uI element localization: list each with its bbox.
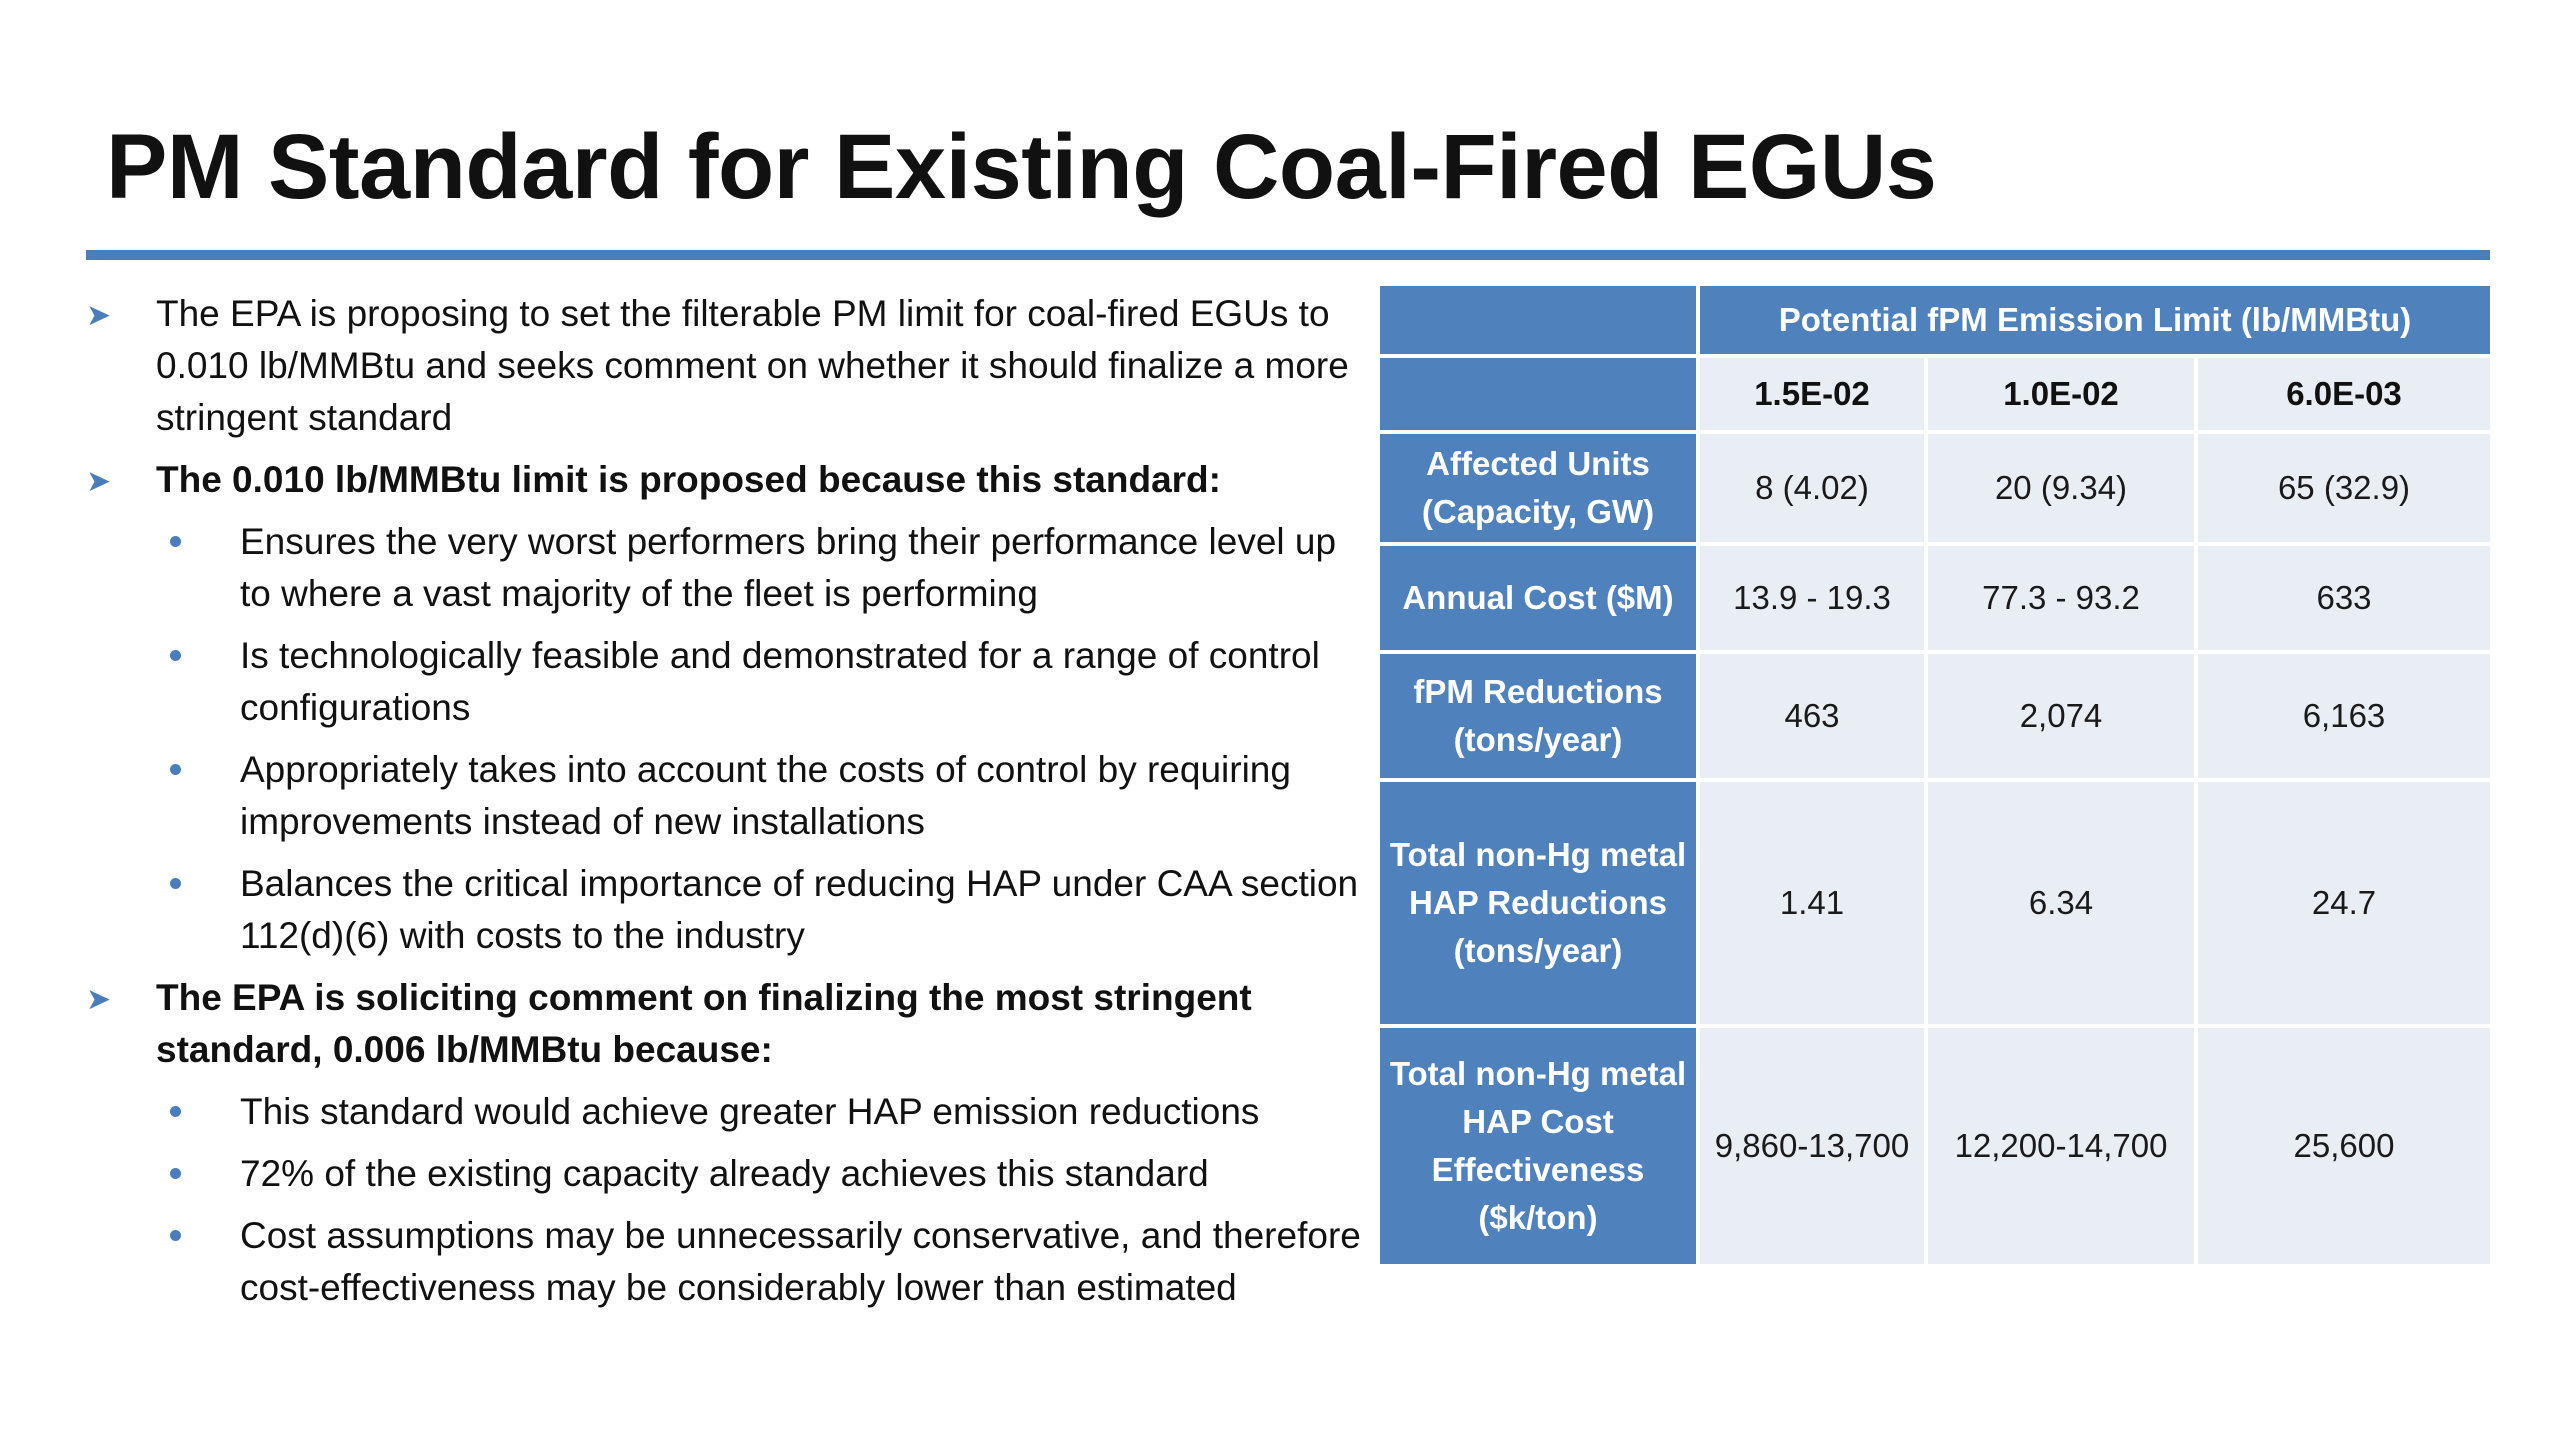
- table-cell: 6,163: [2196, 652, 2492, 780]
- bullet-text: The EPA is proposing to set the filterable PM limit for coal-fired EGUs to 0.010 lb/MMBtu and seeks comment on whether it should finalize a more stringent standard: [156, 293, 1349, 438]
- slide-title: PM Standard for Existing Coal-Fired EGUs: [106, 116, 1937, 218]
- sub-bullet-item: [86, 744, 1376, 848]
- table-column-header: 1.0E-02: [1926, 356, 2196, 432]
- table-cell: 1.41: [1698, 780, 1926, 1026]
- sub-bullet-item: [86, 858, 1376, 962]
- table-cell: 77.3 - 93.2: [1926, 544, 2196, 652]
- sub-bullet-list: [156, 516, 1376, 962]
- sub-bullet-item: [86, 1148, 1376, 1200]
- sub-bullet-list: [156, 1086, 1376, 1314]
- sub-bullet-text: This standard would achieve greater HAP emission reductions: [240, 1091, 1260, 1132]
- table-cell: 20 (9.34): [1926, 432, 2196, 544]
- bullet-item: [86, 972, 1376, 1314]
- table-cell: 6.34: [1926, 780, 2196, 1026]
- sub-bullet-item: [86, 516, 1376, 620]
- table-row-header: Annual Cost ($M): [1378, 544, 1698, 652]
- table-row-header: Affected Units (Capacity, GW): [1378, 432, 1698, 544]
- bullet-item: [86, 454, 1376, 962]
- table-corner-cell: [1378, 356, 1698, 432]
- table-group-header-row: [1378, 284, 2492, 356]
- table-cell: 13.9 - 19.3: [1698, 544, 1926, 652]
- table-row: [1378, 780, 2492, 1026]
- title-divider: [86, 250, 2490, 260]
- bullet-text: The EPA is soliciting comment on finalizing the most stringent standard, 0.006 lb/MMBtu because:: [156, 977, 1252, 1070]
- dot-bullet-icon: [170, 650, 181, 661]
- arrow-bullet-icon: ➤: [86, 465, 112, 498]
- sub-bullet-text: Cost assumptions may be unnecessarily conservative, and therefore cost-effectiveness may be considerably lower than estimated: [240, 1215, 1361, 1308]
- sub-bullet-item: [86, 1210, 1376, 1314]
- table-column-header: 1.5E-02: [1698, 356, 1926, 432]
- table-row-header: Total non-Hg metal HAP Cost Effectiveness ($k/ton): [1378, 1026, 1698, 1266]
- table-cell: 9,860-13,700: [1698, 1026, 1926, 1266]
- sub-bullet-item: [86, 630, 1376, 734]
- table-row-header: fPM Reductions (tons/year): [1378, 652, 1698, 780]
- table-row: [1378, 1026, 2492, 1266]
- sub-bullet-item: [86, 1086, 1376, 1138]
- bullet-text: The 0.010 lb/MMBtu limit is proposed because this standard:: [156, 459, 1221, 500]
- bullet-list: [86, 288, 1376, 1324]
- sub-bullet-text: 72% of the existing capacity already achieves this standard: [240, 1153, 1209, 1194]
- table-cell: 12,200-14,700: [1926, 1026, 2196, 1266]
- table-cell: 463: [1698, 652, 1926, 780]
- dot-bullet-icon: [170, 1168, 181, 1179]
- bullet-item: [86, 288, 1376, 444]
- table-row: [1378, 432, 2492, 544]
- table-cell: 2,074: [1926, 652, 2196, 780]
- table-cell: 24.7: [2196, 780, 2492, 1026]
- table-cell: 8 (4.02): [1698, 432, 1926, 544]
- arrow-bullet-icon: ➤: [86, 299, 112, 332]
- table-group-header: Potential fPM Emission Limit (lb/MMBtu): [1698, 284, 2492, 356]
- table-corner-cell: [1378, 284, 1698, 356]
- dot-bullet-icon: [170, 536, 181, 547]
- sub-bullet-text: Is technologically feasible and demonstrated for a range of control configurations: [240, 635, 1320, 728]
- sub-bullet-text: Balances the critical importance of reducing HAP under CAA section 112(d)(6) with costs to the industry: [240, 863, 1359, 956]
- table-row-header: Total non-Hg metal HAP Reductions (tons/year): [1378, 780, 1698, 1026]
- sub-bullet-text: Appropriately takes into account the costs of control by requiring improvements instead of new installations: [240, 749, 1291, 842]
- table-column-header-row: [1378, 356, 2492, 432]
- table-cell: 65 (32.9): [2196, 432, 2492, 544]
- sub-bullet-text: Ensures the very worst performers bring their performance level up to where a vast majority of the fleet is performing: [240, 521, 1337, 614]
- table-cell: 633: [2196, 544, 2492, 652]
- dot-bullet-icon: [170, 1106, 181, 1117]
- dot-bullet-icon: [170, 1230, 181, 1241]
- table-cell: 25,600: [2196, 1026, 2492, 1266]
- dot-bullet-icon: [170, 878, 181, 889]
- table-column-header: 6.0E-03: [2196, 356, 2492, 432]
- emission-limit-table: [1376, 282, 2494, 1268]
- arrow-bullet-icon: ➤: [86, 983, 112, 1016]
- table-row: [1378, 652, 2492, 780]
- dot-bullet-icon: [170, 764, 181, 775]
- table-row: [1378, 544, 2492, 652]
